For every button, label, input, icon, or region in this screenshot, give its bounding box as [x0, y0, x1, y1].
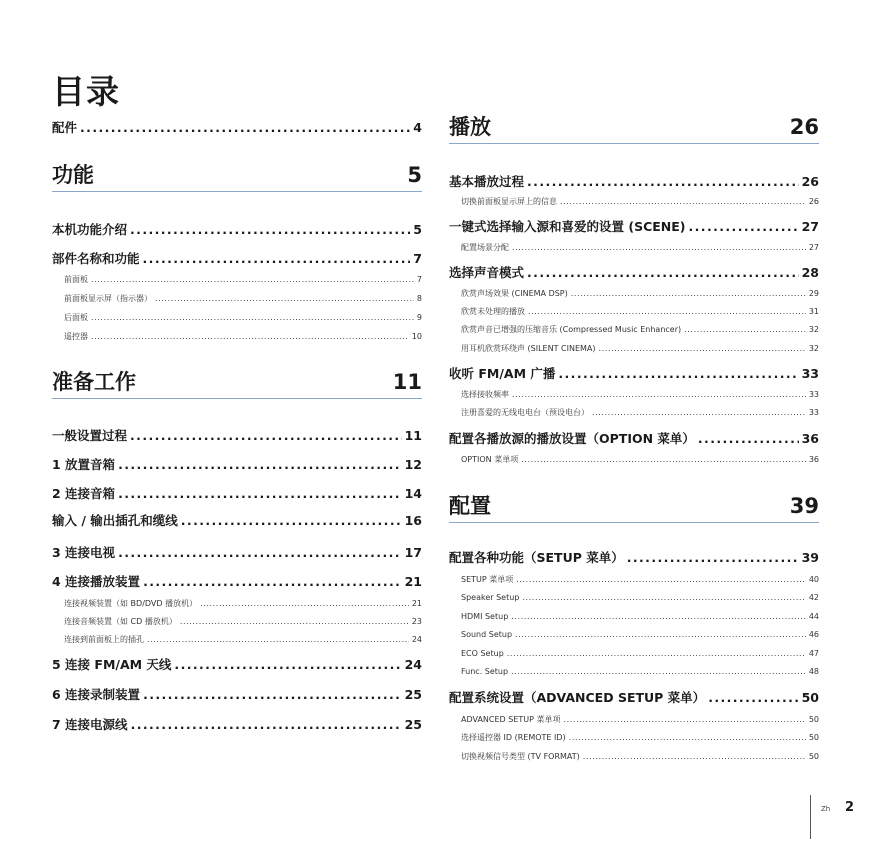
toc-sub-entry[interactable]	[449, 732, 819, 743]
toc-sub-entry[interactable]	[52, 331, 422, 342]
toc-entry-page: 24	[404, 657, 422, 672]
toc-leader-dots	[571, 288, 806, 299]
section-header-configuration	[449, 493, 819, 523]
toc-entry-title: 部件名称和功能	[52, 251, 140, 266]
toc-sub-page: 32	[808, 344, 819, 353]
toc-leader-dots	[91, 331, 409, 342]
toc-leader-dots	[684, 324, 806, 335]
toc-entry-title: 输入 / 输出插孔和缆线	[52, 513, 178, 528]
toc-leader-dots	[627, 550, 799, 566]
toc-sub-entry[interactable]	[449, 648, 819, 659]
toc-entry-page: 26	[801, 174, 819, 189]
toc-sub-page: 29	[808, 289, 819, 298]
toc-sub-page: 21	[411, 599, 422, 608]
toc-entry[interactable]	[52, 222, 422, 238]
section-title: 播放	[449, 115, 491, 139]
toc-sub-title: 欣赏未处理的播放	[461, 307, 525, 316]
section-page: 39	[789, 494, 819, 518]
section-page: 26	[789, 115, 819, 139]
toc-sub-page: 44	[808, 612, 819, 621]
toc-entry-title: 4 连接播放装置	[52, 574, 141, 589]
toc-sub-entry[interactable]	[449, 574, 819, 585]
toc-sub-title: 连接音频装置（如 CD 播放机）	[64, 617, 177, 626]
toc-leader-dots	[708, 690, 798, 706]
toc-leader-dots	[143, 574, 402, 590]
toc-entry-title: 7 连接电源线	[52, 717, 128, 732]
toc-leader-dots	[155, 293, 414, 304]
page-footer	[810, 795, 855, 839]
toc-leader-dots	[560, 196, 806, 207]
toc-entry-page: 5	[413, 222, 422, 237]
toc-leader-dots	[515, 629, 806, 640]
toc-leader-dots	[599, 343, 806, 354]
toc-sub-entry[interactable]	[52, 598, 422, 609]
toc-leader-dots	[130, 428, 402, 444]
toc-sub-entry[interactable]	[449, 389, 819, 400]
toc-sub-title: 配置场景分配	[461, 243, 509, 252]
toc-entry-title: 基本播放过程	[449, 174, 525, 189]
toc-leader-dots	[558, 366, 798, 382]
toc-entry-page: 25	[404, 717, 422, 732]
toc-sub-page: 8	[416, 294, 422, 303]
toc-entry-title: 本机功能介绍	[52, 222, 128, 237]
toc-entry-page: 28	[801, 265, 819, 280]
toc-sub-entry[interactable]	[52, 274, 422, 285]
toc-entry-page: 14	[404, 486, 422, 501]
toc-sub-title: 连接视频装置（如 BD/DVD 播放机）	[64, 599, 198, 608]
toc-entry-title: 1 放置音箱	[52, 457, 116, 472]
section-header-functions	[52, 162, 422, 192]
toc-entry-page: 50	[801, 690, 819, 705]
toc-leader-dots	[522, 592, 805, 603]
toc-entry-title: 6 连接录制装置	[52, 687, 141, 702]
toc-sub-page: 50	[808, 752, 819, 761]
toc-sub-page: 7	[416, 275, 422, 284]
toc-sub-page: 40	[808, 575, 819, 584]
toc-sub-entry[interactable]	[449, 343, 819, 354]
toc-sub-title: 注册喜爱的无线电电台（预设电台）	[461, 408, 589, 417]
toc-sub-title: HDMI Setup	[461, 612, 509, 621]
toc-sub-title: 前面板	[64, 275, 88, 284]
toc-leader-dots	[174, 657, 401, 673]
section-header-preparation	[52, 369, 422, 399]
toc-leader-dots	[528, 306, 806, 317]
toc-entry[interactable]	[52, 513, 422, 529]
toc-leader-dots	[181, 513, 402, 529]
toc-leader-dots	[512, 389, 806, 400]
toc-sub-page: 36	[808, 455, 819, 464]
toc-sub-page: 48	[808, 667, 819, 676]
toc-leader-dots	[689, 219, 799, 235]
toc-entry[interactable]	[449, 366, 819, 382]
toc-leader-dots	[143, 687, 402, 703]
toc-sub-entry[interactable]	[449, 324, 819, 335]
toc-entry[interactable]	[52, 457, 422, 473]
toc-leader-dots	[80, 120, 410, 136]
toc-sub-page: 47	[808, 649, 819, 658]
toc-entry-page: 39	[801, 550, 819, 565]
section-title: 功能	[52, 163, 94, 187]
toc-entry[interactable]	[449, 431, 819, 447]
toc-entry-page: 16	[404, 513, 422, 528]
toc-entry-title: 5 连接 FM/AM 天线	[52, 657, 172, 672]
toc-leader-dots	[511, 611, 806, 622]
toc-leader-dots	[118, 486, 402, 502]
toc-entry-page: 11	[404, 428, 422, 443]
section-header-playback	[449, 114, 819, 144]
toc-entry[interactable]	[52, 545, 422, 561]
toc-sub-entry[interactable]	[449, 306, 819, 317]
toc-leader-dots	[118, 457, 402, 473]
toc-entry[interactable]	[449, 690, 819, 706]
toc-entry-title: 配置各种功能（SETUP 菜单）	[449, 550, 624, 565]
toc-sub-page: 10	[411, 332, 422, 341]
toc-entry-title: 配件	[52, 120, 78, 135]
toc-leader-dots	[507, 648, 806, 659]
toc-entry-title: 一般设置过程	[52, 428, 128, 443]
toc-sub-entry[interactable]	[449, 196, 819, 207]
toc-entry-title: 2 连接音箱	[52, 486, 116, 501]
toc-entry-page: 21	[404, 574, 422, 589]
toc-sub-entry[interactable]	[449, 611, 819, 622]
toc-entry-page: 12	[404, 457, 422, 472]
toc-sub-page: 32	[808, 325, 819, 334]
toc-entry-title: 选择声音模式	[449, 265, 525, 280]
toc-sub-title: 切换前面板显示屏上的信息	[461, 197, 557, 206]
toc-entry-accessories[interactable]	[52, 120, 422, 136]
toc-leader-dots	[521, 454, 806, 465]
toc-sub-title: 用耳机欣赏环绕声 (SILENT CINEMA)	[461, 344, 596, 353]
language-code: Zh	[821, 805, 831, 813]
toc-entry-page: 4	[413, 120, 422, 135]
toc-sub-title: OPTION 菜单项	[461, 455, 519, 464]
toc-leader-dots	[527, 265, 799, 281]
toc-sub-title: 后面板	[64, 313, 88, 322]
toc-sub-page: 42	[808, 593, 819, 602]
toc-sub-entry[interactable]	[52, 634, 422, 645]
toc-sub-entry[interactable]	[52, 293, 422, 304]
toc-sub-page: 33	[808, 390, 819, 399]
toc-sub-title: 连接到前面板上的插孔	[64, 635, 144, 644]
toc-sub-title: Speaker Setup	[461, 593, 520, 602]
toc-sub-title: Func. Setup	[461, 667, 509, 676]
toc-entry[interactable]	[52, 486, 422, 502]
toc-entry[interactable]	[52, 251, 422, 267]
page-number: 2	[845, 800, 855, 815]
toc-leader-dots	[527, 174, 799, 190]
section-page: 5	[407, 163, 422, 187]
toc-sub-entry[interactable]	[449, 751, 819, 762]
toc-sub-title: 遥控器	[64, 332, 88, 341]
toc-entry[interactable]	[52, 717, 422, 733]
toc-sub-title: 欣赏声场效果 (CINEMA DSP)	[461, 289, 568, 298]
toc-leader-dots	[131, 717, 402, 733]
toc-sub-entry[interactable]	[449, 407, 819, 418]
toc-leader-dots	[91, 312, 414, 323]
toc-sub-page: 27	[808, 243, 819, 252]
toc-sub-title: 前面板显示屏（指示器）	[64, 294, 152, 303]
toc-leader-dots	[180, 616, 409, 627]
toc-entry-page: 36	[801, 431, 819, 446]
toc-leader-dots	[592, 407, 806, 418]
toc-sub-page: 50	[808, 733, 819, 742]
toc-sub-title: ADVANCED SETUP 菜单项	[461, 715, 561, 724]
toc-sub-page: 31	[808, 307, 819, 316]
toc-sub-page: 24	[411, 635, 422, 644]
toc-leader-dots	[583, 751, 806, 762]
section-title: 准备工作	[52, 370, 136, 394]
toc-entry-page: 33	[801, 366, 819, 381]
toc-entry[interactable]	[449, 265, 819, 281]
toc-leader-dots	[143, 251, 411, 267]
toc-sub-title: 选择接收频率	[461, 390, 509, 399]
toc-entry[interactable]	[449, 550, 819, 566]
toc-entry-title: 配置各播放源的播放设置（OPTION 菜单）	[449, 431, 695, 446]
toc-sub-entry[interactable]	[52, 616, 422, 627]
toc-entry-page: 7	[413, 251, 422, 266]
toc-leader-dots	[91, 274, 414, 285]
toc-sub-page: 23	[411, 617, 422, 626]
toc-leader-dots	[512, 242, 806, 253]
page-title: 目录	[52, 72, 120, 111]
toc-sub-entry[interactable]	[449, 592, 819, 603]
toc-sub-title: SETUP 菜单项	[461, 575, 514, 584]
toc-sub-page: 26	[808, 197, 819, 206]
toc-sub-title: 选择遥控器 ID (REMOTE ID)	[461, 733, 566, 742]
toc-sub-entry[interactable]	[449, 714, 819, 725]
toc-sub-title: Sound Setup	[461, 630, 513, 639]
toc-entry[interactable]	[449, 174, 819, 190]
toc-entry-title: 3 连接电视	[52, 545, 116, 560]
toc-entry-title: 配置系统设置（ADVANCED SETUP 菜单）	[449, 690, 706, 705]
toc-entry[interactable]	[52, 574, 422, 590]
toc-sub-entry[interactable]	[52, 312, 422, 323]
toc-entry[interactable]	[52, 687, 422, 703]
section-title: 配置	[449, 494, 491, 518]
toc-leader-dots	[118, 545, 402, 561]
toc-entry[interactable]	[449, 219, 819, 235]
toc-entry[interactable]	[52, 428, 422, 444]
toc-sub-page: 46	[808, 630, 819, 639]
toc-leader-dots	[200, 598, 409, 609]
toc-leader-dots	[569, 732, 806, 743]
toc-leader-dots	[516, 574, 806, 585]
toc-sub-title: 欣赏声音已增强的压缩音乐 (Compressed Music Enhancer)	[461, 325, 682, 334]
toc-sub-entry[interactable]	[449, 629, 819, 640]
toc-sub-page: 50	[808, 715, 819, 724]
toc-leader-dots	[130, 222, 410, 238]
toc-entry-page: 25	[404, 687, 422, 702]
toc-entry-page: 17	[404, 545, 422, 560]
toc-entry[interactable]	[52, 657, 422, 673]
toc-sub-title: ECO Setup	[461, 649, 504, 658]
toc-sub-entry[interactable]	[449, 288, 819, 299]
section-page: 11	[392, 370, 422, 394]
toc-leader-dots	[511, 666, 806, 677]
toc-sub-entry[interactable]	[449, 242, 819, 253]
toc-sub-page: 33	[808, 408, 819, 417]
toc-entry-page: 27	[801, 219, 819, 234]
toc-sub-page: 9	[416, 313, 422, 322]
toc-sub-entry[interactable]	[449, 454, 819, 465]
toc-leader-dots	[147, 634, 409, 645]
toc-sub-entry[interactable]	[449, 666, 819, 677]
toc-leader-dots	[564, 714, 806, 725]
toc-leader-dots	[698, 431, 799, 447]
toc-entry-title: 一键式选择输入源和喜爱的设置 (SCENE)	[449, 219, 686, 234]
toc-entry-title: 收听 FM/AM 广播	[449, 366, 556, 381]
toc-sub-title: 切换视频信号类型 (TV FORMAT)	[461, 752, 580, 761]
